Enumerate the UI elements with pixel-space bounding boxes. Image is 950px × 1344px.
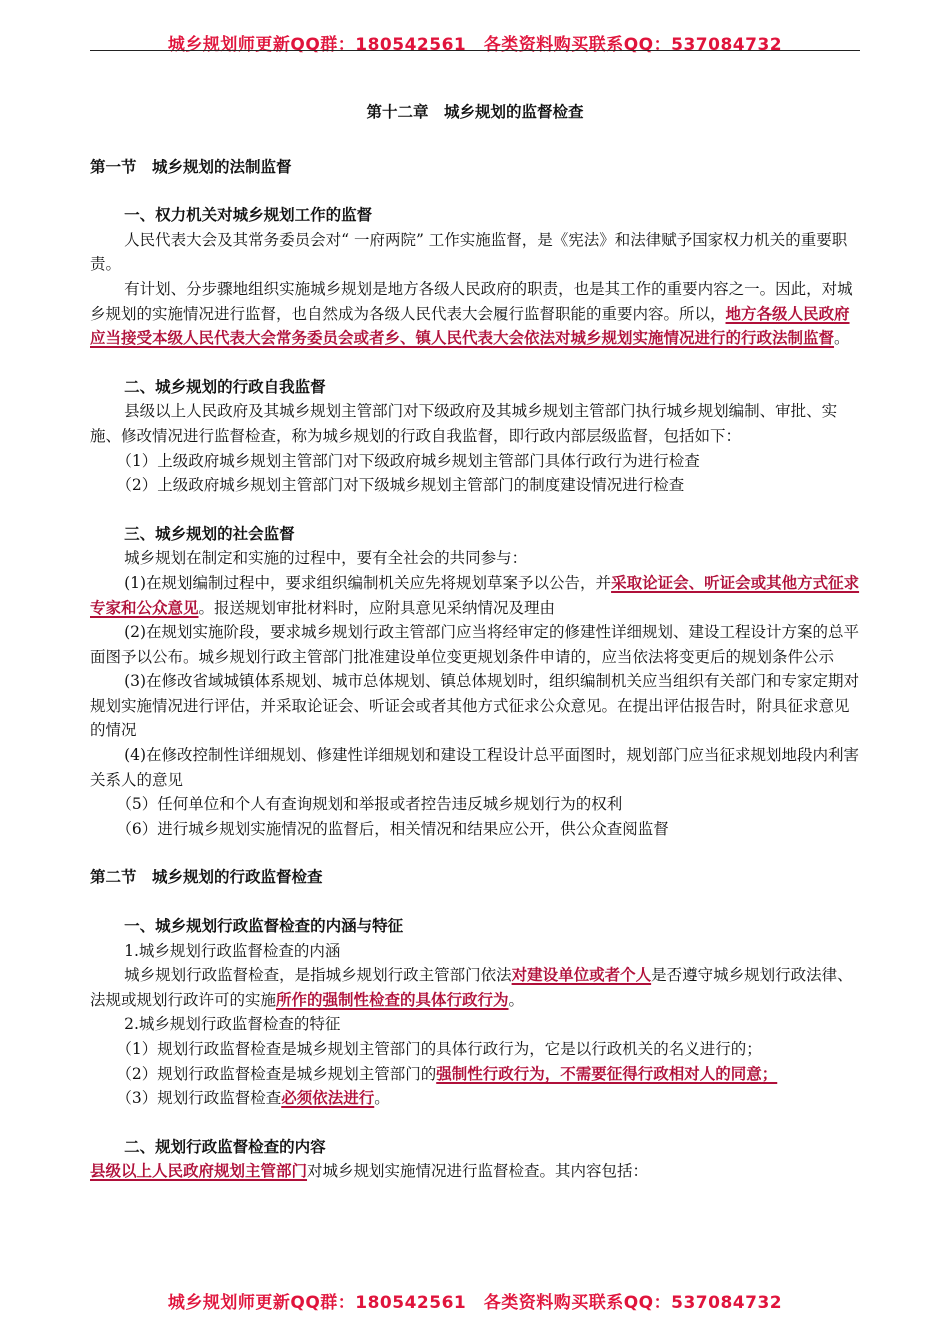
s1-part3-item6: （6）进行城乡规划实施情况的监督后，相关情况和结果应公开，供公众查阅监督 <box>116 819 669 838</box>
s2-part1-heading: 一、城乡规划行政监督检查的内涵与特征 <box>124 916 404 936</box>
s2-part1-para1 <box>90 963 860 1012</box>
section-1-title: 第一节 城乡规划的法制监督 <box>90 156 292 176</box>
s1-part3-item3: (3)在修改省域城镇体系规划、城市总体规划、镇总体规划时，组织编制机关应当组织有关部门和专家定期对规划实施情况进行评估，并采取论证会、听证会或者其他方式征求公众意见。在提出评估报告时，附具征求意见的情况 <box>90 672 860 740</box>
s2-part1-item3-text: （3）规划行政监督检查 <box>116 1089 282 1108</box>
s2-part1-para1-text: 城乡规划行政监督检查，是指城乡规划行政主管部门依法 <box>124 966 512 985</box>
s1-part1-para1: 人民代表大会及其常务委员会对“ 一府两院” 工作实施监督，是《宪法》和法律赋予国家权力机关的重要职责。 <box>90 230 848 274</box>
s1-part2-heading: 二、城乡规划的行政自我监督 <box>124 376 326 396</box>
s2-part1-para1-end: 。 <box>508 990 525 1009</box>
s1-part2-para1: 县级以上人民政府及其城乡规划主管部门对下级政府及其城乡规划主管部门执行城乡规划编制、审批、实施、修改情况进行监督检查，称为城乡规划的行政自我监督，即行政内部层级监督，包括如下： <box>90 402 838 445</box>
chapter-title: 第十二章 城乡规划的监督检查 <box>366 102 584 121</box>
s2-part1-para1-middle: 是否遵守城乡规划行政法律、法规或规划行政许可的实施 <box>90 966 853 1009</box>
s1-part3-item1-highlight: 采取论证会、听证会或其他方式征求专家和公众意见 <box>90 572 860 617</box>
s2-part1-item2-text: （2）规划行政监督检查是城乡规划主管部门的 <box>116 1064 437 1083</box>
s1-part1-para2-text: 有计划、分步骤地组织实施城乡规划是地方各级人民政府的职责，也是其工作的重要内容之一。因此，对城乡规划的实施情况进行监督，也自然成为各级人民代表大会履行监督职能的重要内容。所以， <box>90 279 853 323</box>
section-2-title: 第二节 城乡规划的行政监督检查 <box>90 867 323 887</box>
document-body <box>90 100 860 1184</box>
s2-part2-heading: 二、规划行政监督检查的内容 <box>124 1136 326 1156</box>
s2-part1-sub2: 2.城乡规划行政监督检查的特征 <box>124 1015 341 1034</box>
s1-part3-item5: （5）任何单位和个人有查询规划和举报或者控告违反城乡规划行为的权利 <box>116 795 623 814</box>
s2-part1-item2-highlight: 强制性行政行为，不需要征得行政相对人的同意； <box>436 1063 778 1083</box>
s1-part3-heading: 三、城乡规划的社会监督 <box>124 523 295 543</box>
header-banner: 城乡规划师更新QQ群：180542561 各类资料购买联系QQ：537084732 <box>167 35 783 55</box>
s1-part3-item1-text: (1)在规划编制过程中，要求组织编制机关应先将规划草案予以公告，并 <box>124 573 612 592</box>
s1-part1-para2 <box>90 277 860 351</box>
s2-part1-para1-highlight2: 所作的强制性检查的具体行政行为 <box>276 989 509 1009</box>
s2-part2-para1-text: 对城乡规划实施情况进行监督检查。其内容包括： <box>307 1162 649 1181</box>
s1-part3-item4: (4)在修改控制性详细规划、修建性详细规划和建设工程设计总平面图时，规划部门应当征求规划地段内利害关系人的意见 <box>90 746 860 789</box>
s1-part1-heading: 一、权力机关对城乡规划工作的监督 <box>124 205 373 225</box>
s1-part1-para2-highlight: 地方各级人民政府应当接受本级人民代表大会常务委员会或者乡、镇人民代表大会依法对城乡规划实施情况进行的行政法制监督 <box>90 303 850 348</box>
s2-part2-para1-highlight: 县级以上人民政府规划主管部门 <box>90 1161 308 1181</box>
header-rule <box>90 50 860 51</box>
s1-part3-para1: 城乡规划在制定和实施的过程中，要有全社会的共同参与： <box>124 549 528 568</box>
s2-part2-para1 <box>90 1159 860 1184</box>
s2-part1-item3 <box>90 1086 860 1111</box>
s1-part3-item1-tail: 。报送规划审批材料时，应附具意见采纳情况及理由 <box>198 598 556 617</box>
s1-part2-item1: （1）上级政府城乡规划主管部门对下级政府城乡规划主管部门具体行政行为进行检查 <box>116 451 700 470</box>
s2-part1-item1: （1）规划行政监督检查是城乡规划主管部门的具体行政行为，它是以行政机关的名义进行的； <box>116 1040 762 1058</box>
s2-part1-item3-highlight: 必须依法进行 <box>281 1088 375 1108</box>
s1-part1-para2-end: 。 <box>834 329 850 348</box>
s2-part1-item2 <box>90 1062 860 1087</box>
s1-part3-item2: (2)在规划实施阶段，要求城乡规划行政主管部门应当将经审定的修建性详细规划、建设工程设计方案的总平面图予以公布。城乡规划行政主管部门批准建设单位变更规划条件申请的，应当依法将变更后的规划条件公示 <box>90 623 860 666</box>
s2-part1-para1-highlight1: 对建设单位或者个人 <box>511 965 652 985</box>
s1-part2-item2: （2）上级政府城乡规划主管部门对下级城乡规划主管部门的制度建设情况进行检查 <box>116 476 685 495</box>
footer-banner: 城乡规划师更新QQ群：180542561 各类资料购买联系QQ：537084732 <box>167 1293 783 1313</box>
s1-part3-item1 <box>90 571 860 620</box>
s2-part1-item3-end: 。 <box>374 1089 390 1108</box>
s2-part1-sub1: 1.城乡规划行政监督检查的内涵 <box>124 941 341 960</box>
